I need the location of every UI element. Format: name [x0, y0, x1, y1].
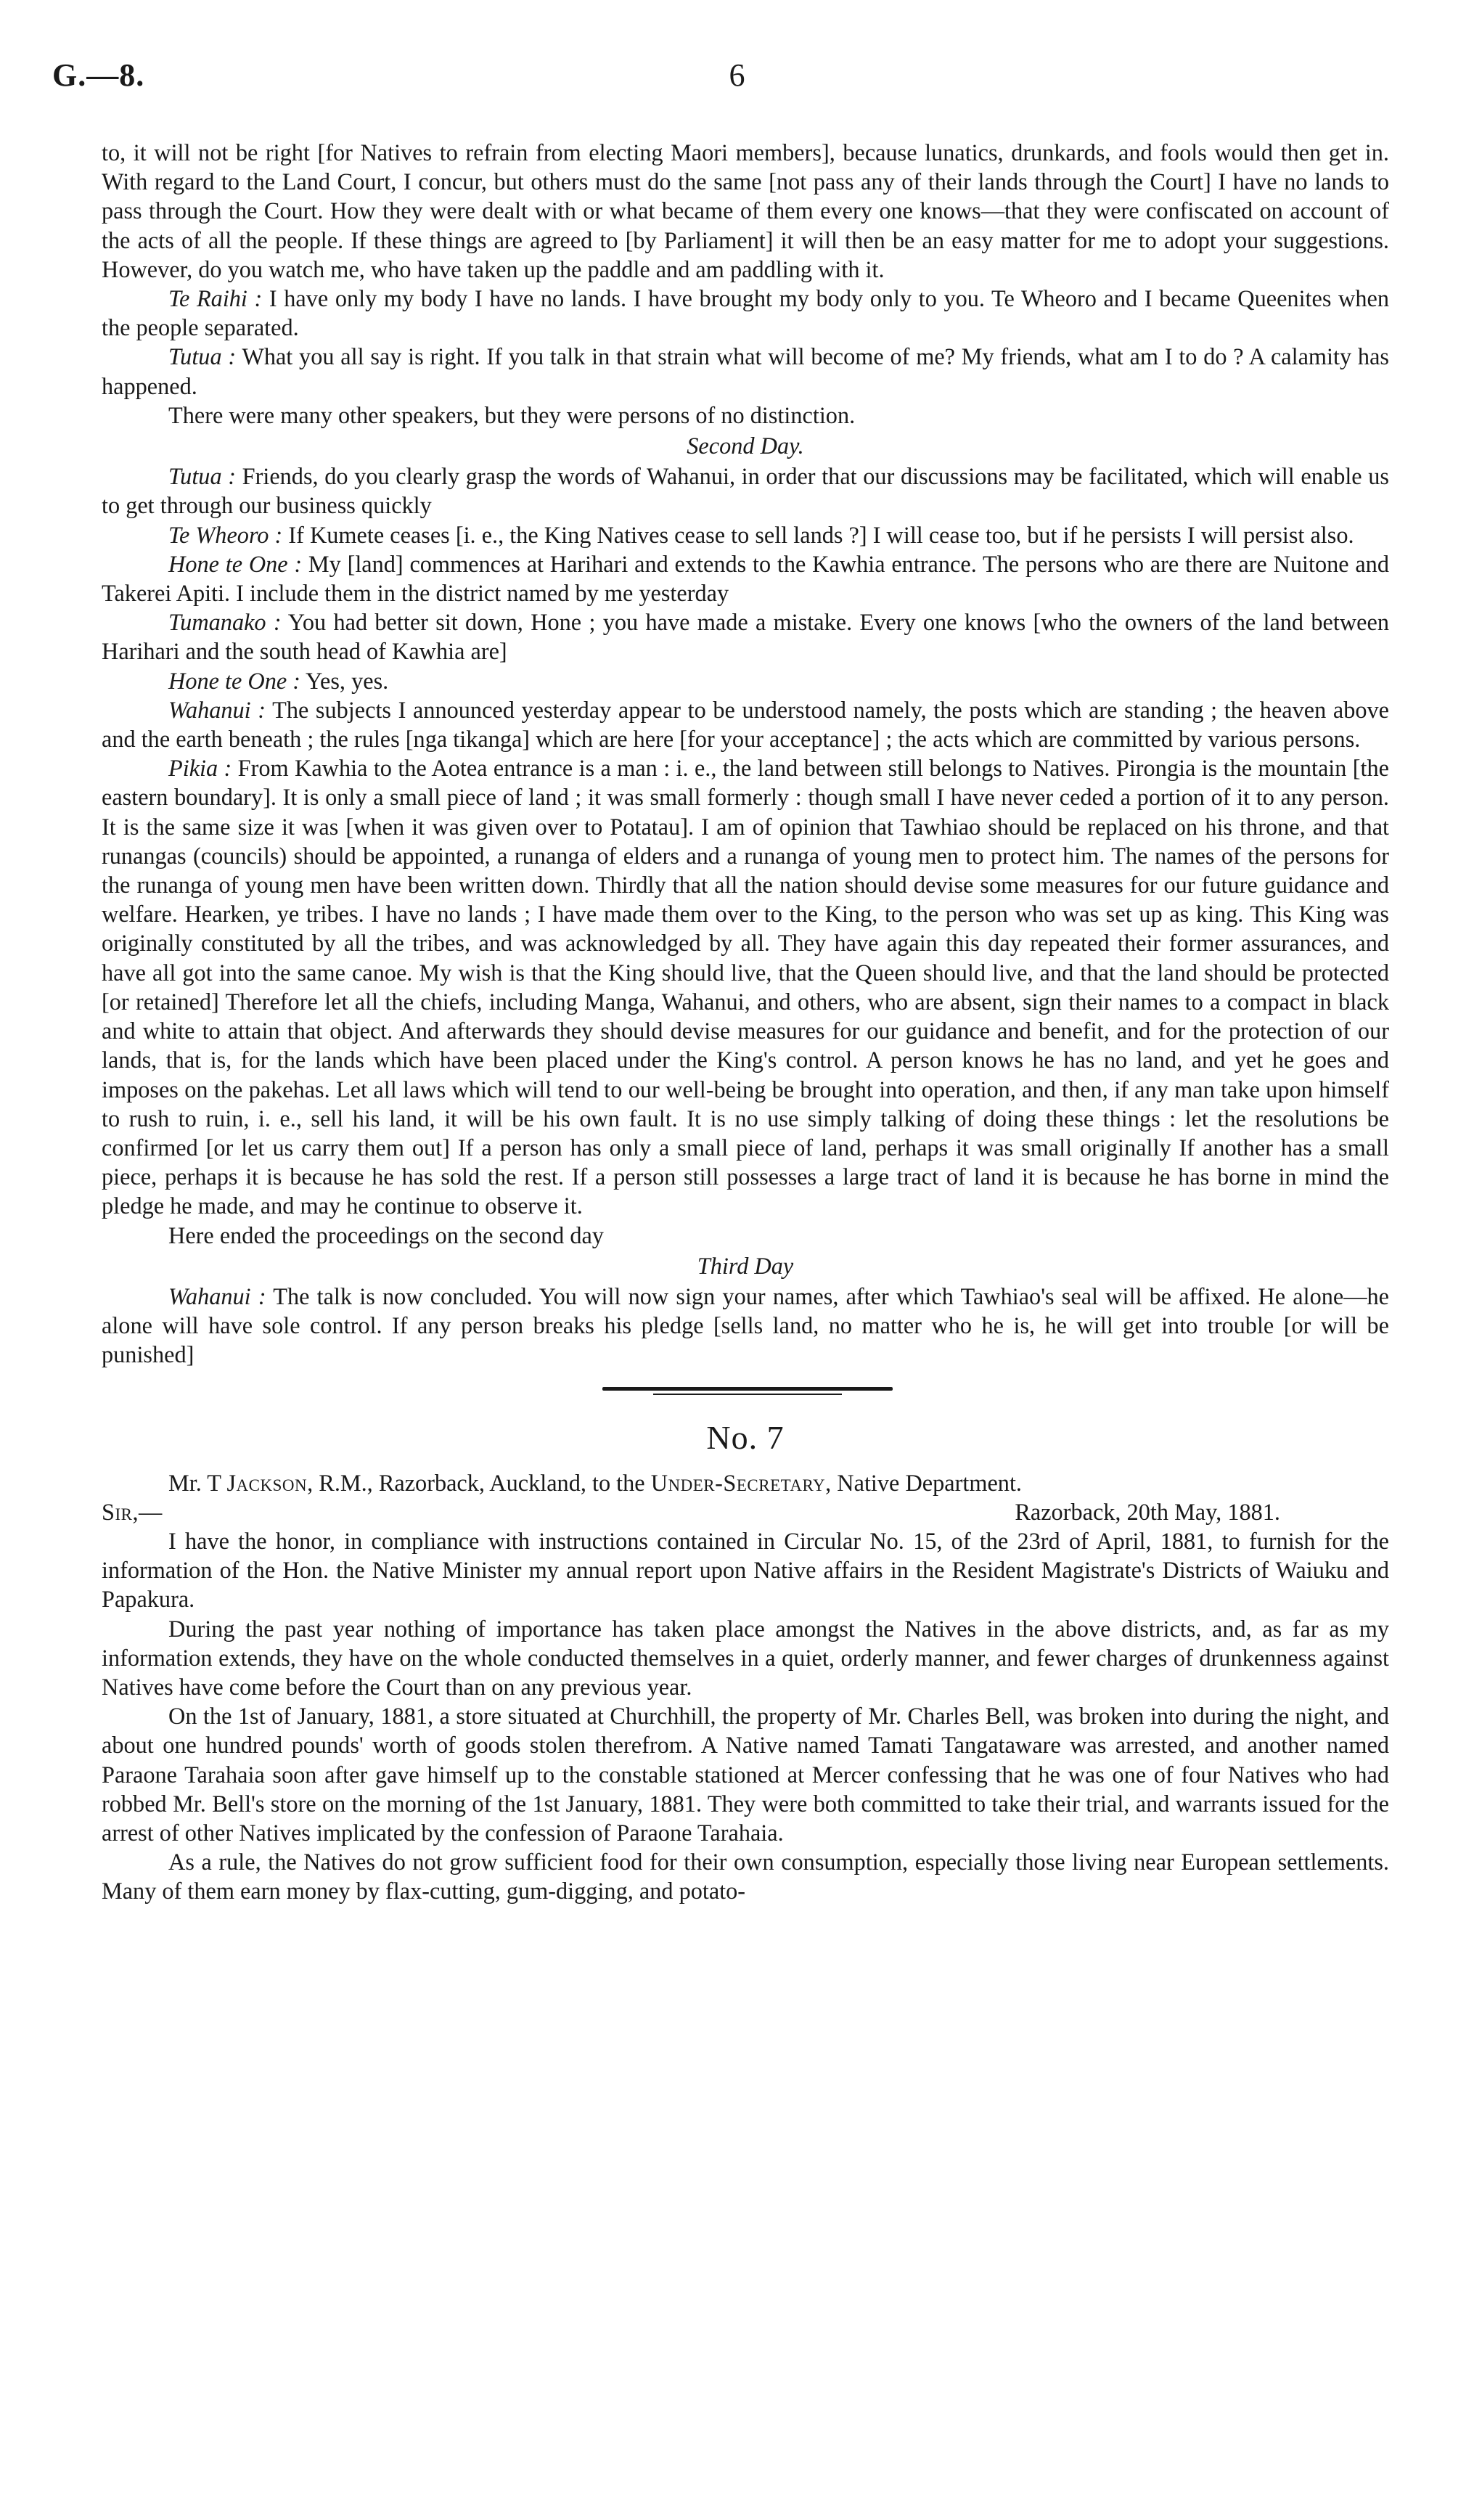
speaker-name: Hone te One :: [168, 550, 303, 577]
speech-text: I have only my body I have no lands. I have brought my body only to you. Te Wheoro and I became Queenites when the people separated.: [102, 285, 1389, 341]
address-prefix: Mr. T: [168, 1469, 227, 1496]
page-header: [0, 57, 1474, 107]
speech-text: From Kawhia to the Aotea entrance is a man : i. e., the land between still belongs to Natives. Pirongia is the mountain [the eastern boundary]. It is only a small piece of land ; it was small formerly : though small I have never ceded a portion of it to any person. It is the same size it was [when it was given over to Potatau]. I am of opinion that Tawhiao should be replaced on his throne, and that runangas (councils) should be appointed, a runanga of elders and a runanga of young men to protect him. The names of the persons for the runanga of young men have been written down. Thirdly that all the nation should devise some measures for our future guidance and welfare. Hearken, ye tribes. I have no lands ; I have made them over to the King, to the person who was set up as king. This King was originally constituted by all the tribes, and was acknowledged by all. They have again this day repeated their former assurances, and have all got into the same canoe. My wish is that the King should live, that the Queen should live, and that the land should be protected [or retained] Therefore let all the chiefs, including Manga, Wahanui, and others, who are absent, sign their names to a compact in black and white to attain that object. And afterwards they should devise measures for our guidance and benefit, and for the protection of our lands, that is, for the lands which have been placed under the King's control. A person knows he has no land, and yet he goes and imposes on the pakehas. Let all laws which will tend to our well-being be brought into operation, and then, if any man take upon himself to rush to ruin, i. e., sell his land, it will be his own fault. It is no use simply talking of doing these things : let the resolutions be confirmed [or let us carry them out] If a person has only a small piece of land, perhaps it was small originally If another has a small piece, perhaps it is because he has sold the rest. If a person still possesses a large tract of land it is because he has borne in mind the pledge he made, and may he continue to observe it.: [102, 755, 1389, 1219]
speech-text: The talk is now concluded. You will now sign your names, after which Tawhiao's seal will be affixed. He alone—he alone will have sole control. If any person breaks his pledge [sells land, no matter who he is, he will get into trouble [or will be punished]: [102, 1282, 1389, 1368]
letter-number-title: No. 7: [706, 1418, 785, 1456]
speaker-name: Hone te One :: [168, 667, 301, 694]
speech-wahanui: [102, 695, 1389, 753]
letter-paragraph: On the 1st of January, 1881, a store situated at Churchhill, the property of Mr. Charles Bell, was broken into during the night, and about one hundred pounds' worth of goods stolen therefrom. A Native named Tamati Tangataware was arrested, and another named Paraone Tarahaia soon after gave himself up to the constable stationed at Mercer confessing that he was one of four Natives who had robbed Mr. Bell's store on the morning of the 1st January, 1881. They were both committed to take their trial, and warrants issued for the arrest of other Natives implicated by the confession of Paraone Tarahaia.: [102, 1703, 1389, 1846]
salutation-dateline: [102, 1497, 1389, 1526]
page-number: 6: [729, 57, 745, 93]
speaker-name: Tutua :: [168, 463, 236, 490]
speech-tumanako: [102, 608, 1389, 666]
letter-paragraph: As a rule, the Natives do not grow sufficient food for their own consumption, especially those living near European settlements. Many of them earn money by flax-cutting, gum-digging, and potato-: [102, 1849, 1389, 1905]
speech-text: You had better sit down, Hone ; you have made a mistake. Every one knows [who the owners of the land between Harihari and the south head of Kawhia are]: [102, 609, 1389, 665]
speaker-name: Tumanako :: [168, 609, 282, 636]
dateline: Razorback, 20th May, 1881.: [1015, 1498, 1280, 1525]
other-speakers-note: There were many other speakers, but they were persons of no distinction.: [168, 401, 856, 428]
end-second-day-note: Here ended the proceedings on the second day: [168, 1222, 604, 1248]
speech-te-wheoro: [102, 520, 1389, 549]
speech-text: The subjects I announced yesterday appear to be understood namely, the posts which are standing ; the heaven above and the earth beneath ; the rules [nga tikanga] which are here [for your acceptance] ; the acts which are committed by various persons.: [102, 696, 1389, 753]
section-divider: [102, 1370, 1389, 1413]
letter-address: [102, 1468, 1389, 1497]
speaker-name: Pikia :: [168, 755, 232, 782]
divider-thick-line: [602, 1387, 893, 1391]
speech-wahanui-day3: [102, 1282, 1389, 1370]
document-code: G.—8.: [52, 57, 145, 93]
speech-text: Friends, do you clearly grasp the words of Wahanui, in order that our discussions may be facilitated, which will enable us to get through our business quickly: [102, 463, 1389, 519]
address-name: Jackson: [226, 1469, 308, 1496]
page-body: [102, 138, 1389, 1906]
speech-te-raihi: [102, 284, 1389, 342]
speech-text: Yes, yes.: [300, 667, 389, 694]
speaker-name: Wahanui :: [168, 696, 266, 723]
speaker-name: Te Raihi :: [168, 285, 263, 312]
speech-tutua-day2: [102, 462, 1389, 520]
speech-tutua: [102, 342, 1389, 400]
letter-paragraph: During the past year nothing of importance has taken place amongst the Natives in the above districts, and, as far as my information extends, they have on the whole conducted themselves in a quiet, orderly manner, and fewer charges of drunkenness against Natives have come before the Court than on any previous year.: [102, 1615, 1389, 1700]
paragraph-continuation: to, it will not be right [for Natives to refrain from electing Maori members], because lunatics, drunkards, and fools would then get in. With regard to the Land Court, I concur, but others must do the same [not pass any of their lands through the Court] I have no lands to pass through the Court. How they were dealt with or what became of them every one knows—that they were confiscated on account of the acts of all the people. If these things are agreed to [by Parliament] it will then be an easy matter for me to adopt your suggestions. However, do you watch me, who have taken up the paddle and am paddling with it.: [102, 139, 1389, 282]
speaker-name: Te Wheoro :: [168, 521, 283, 548]
speech-pikia: [102, 753, 1389, 1220]
speech-text: What you all say is right. If you talk in that strain what will become of me? My friends, what am I to do ? A calamity has happened.: [102, 343, 1389, 399]
address-middle: , R.M., Razorback, Auckland, to the: [307, 1469, 651, 1496]
address-office: Under-Secretary: [650, 1469, 826, 1496]
speech-text: If Kumete ceases [i. e., the King Natives cease to sell lands ?] I will cease too, but if he persists I will persist also.: [282, 521, 1354, 548]
address-suffix: , Native Department.: [825, 1469, 1022, 1496]
speech-hone-te-one-reply: [102, 666, 1389, 695]
salutation: Sir,—: [102, 1498, 163, 1525]
letter-paragraph: I have the honor, in compliance with instructions contained in Circular No. 15, of the 23rd of April, 1881, to furnish for the information of the Hon. the Native Minister my annual report upon Native affairs in the Resident Magistrate's Districts of Waiuku and Papakura.: [102, 1527, 1389, 1613]
speech-hone-te-one: [102, 549, 1389, 608]
speaker-name: Wahanui :: [168, 1282, 266, 1309]
divider-thin-line: [653, 1394, 842, 1395]
third-day-heading: Third Day: [697, 1252, 794, 1279]
speech-text: My [land] commences at Harihari and extends to the Kawhia entrance. The persons who are there are Nuitone and Takerei Apiti. I include them in the district named by me yesterday: [102, 550, 1389, 607]
speaker-name: Tutua :: [168, 343, 237, 370]
second-day-heading: Second Day.: [687, 433, 804, 459]
